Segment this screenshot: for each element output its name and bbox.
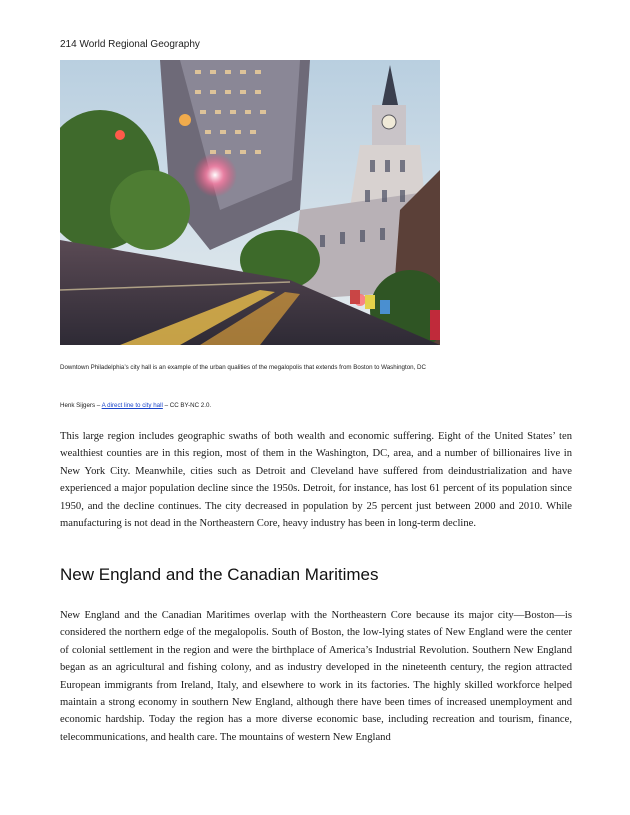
- section-heading: New England and the Canadian Maritimes: [60, 565, 379, 584]
- credit-link[interactable]: A direct line to city hall: [101, 402, 163, 409]
- city-hall-photo: [60, 60, 440, 345]
- figure-credit: [60, 402, 211, 409]
- running-header: 214 World Regional Geography: [60, 39, 200, 50]
- body-paragraph-2: New England and the Canadian Maritimes overlap with the Northeastern Core because its major city—Boston—is considered the northern edge of the megalopolis. South of Boston, the low-lying states of New England were the center of colonial settlement in the region and were the birthplace of America’s Industrial Revolution. Southern New England began as an agricultural and fishing colony, and as industry developed in the nineteenth century, the region attracted European immigrants from Ireland, Italy, and elsewhere to work in its factories. The highly skilled workforce helped maintain a strong economy in southern New England, although there have been times of increased unemployment and economic hardship. Today the region has a more diverse economic base, including recreation and tourism, finance, telecommunications, and health care. The mountains of western New England: [60, 610, 572, 743]
- credit-author: Henk Sijgers –: [60, 402, 102, 409]
- credit-license: – CC BY-NC 2.0.: [162, 402, 212, 409]
- body-paragraph-1: This large region includes geographic swaths of both wealth and economic suffering. Eight of the United States’ ten wealthiest counties are in this region, most of them in the Washington, DC, area, and a number of billionaires live in New York City. Meanwhile, cities such as Detroit and Cleveland have suffered from deindustrialization and have experienced a major population decline since the 1950s. Detroit, for instance, has lost 61 percent of its population since 1950, and the decline continues. The city decreased in population by 25 percent just between 2000 and 2010. While manufacturing is not dead in the Northeastern Core, heavy industry has been in long-term decline.: [60, 431, 572, 530]
- figure-caption: Downtown Philadelphia’s city hall is an example of the urban qualities of the megalopolis that extends from Boston to Washington, DC: [60, 364, 426, 371]
